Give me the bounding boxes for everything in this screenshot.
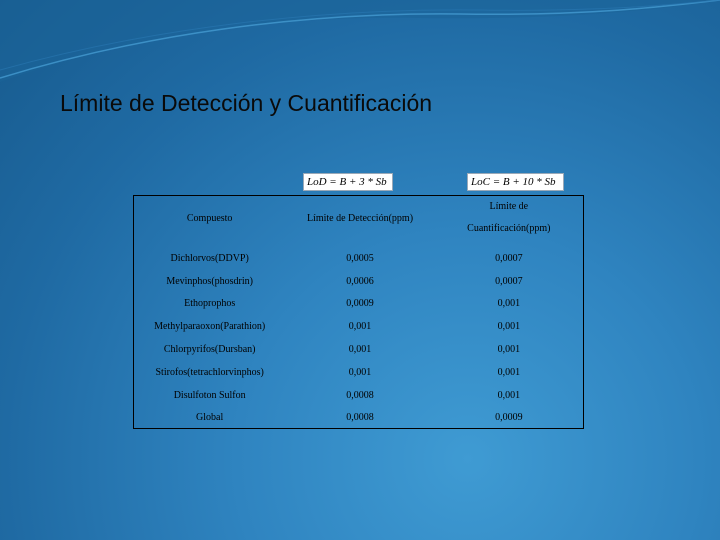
formula-loc: LoC = B + 10 * Sb: [467, 173, 564, 191]
table-header-row: [134, 196, 583, 240]
results-table: [133, 195, 584, 429]
cell-lod: 0,0005: [346, 252, 374, 264]
header-deteccion: Límite de Detección(ppm): [306, 212, 414, 224]
cell-compuesto: Ethoprophos: [184, 297, 236, 309]
cell-compuesto: Disulfoton Sulfon: [173, 389, 246, 401]
cell-loc: 0,001: [497, 343, 521, 355]
table-row: [134, 247, 583, 269]
cell-compuesto: Chlorpyrifos(Dursban): [163, 343, 256, 355]
cell-loc: 0,0009: [495, 411, 523, 423]
table-row: [134, 292, 583, 314]
header-compuesto: Compuesto: [186, 212, 233, 224]
cell-lod: 0,0008: [346, 389, 374, 401]
decorative-swoosh: [0, 0, 720, 90]
table-row: [134, 361, 583, 383]
table-row: [134, 338, 583, 360]
table-row: [134, 406, 583, 428]
cell-compuesto: Stirofos(tetrachlorvinphos): [155, 366, 264, 378]
cell-compuesto: Dichlorvos(DDVP): [170, 252, 249, 264]
slide-title: Límite de Detección y Cuantificación: [60, 90, 433, 116]
cell-loc: 0,0007: [495, 275, 523, 287]
cell-loc: 0,0007: [495, 252, 523, 264]
cell-lod: 0,0009: [346, 297, 374, 309]
cell-lod: 0,0006: [346, 275, 374, 287]
cell-lod: 0,001: [348, 366, 372, 378]
table-row: [134, 270, 583, 292]
header-cuantificacion: [435, 196, 583, 240]
cell-compuesto: Mevinphos(phosdrin): [166, 275, 253, 287]
cell-loc: 0,001: [497, 389, 521, 401]
cell-loc: 0,001: [497, 366, 521, 378]
table-row: [134, 315, 583, 337]
cell-compuesto: Methylparaoxon(Parathion): [154, 320, 266, 332]
cell-loc: 0,001: [497, 320, 521, 332]
cell-compuesto: Global: [196, 411, 224, 423]
table-row: [134, 384, 583, 406]
header-cuantificacion-line1: Límite de: [489, 201, 529, 212]
cell-lod: 0,001: [348, 320, 372, 332]
cell-loc: 0,001: [497, 297, 521, 309]
formula-lod: LoD = B + 3 * Sb: [303, 173, 393, 191]
cell-lod: 0,001: [348, 343, 372, 355]
cell-lod: 0,0008: [346, 411, 374, 423]
header-cuantificacion-line2: Cuantificación(ppm): [467, 223, 551, 234]
